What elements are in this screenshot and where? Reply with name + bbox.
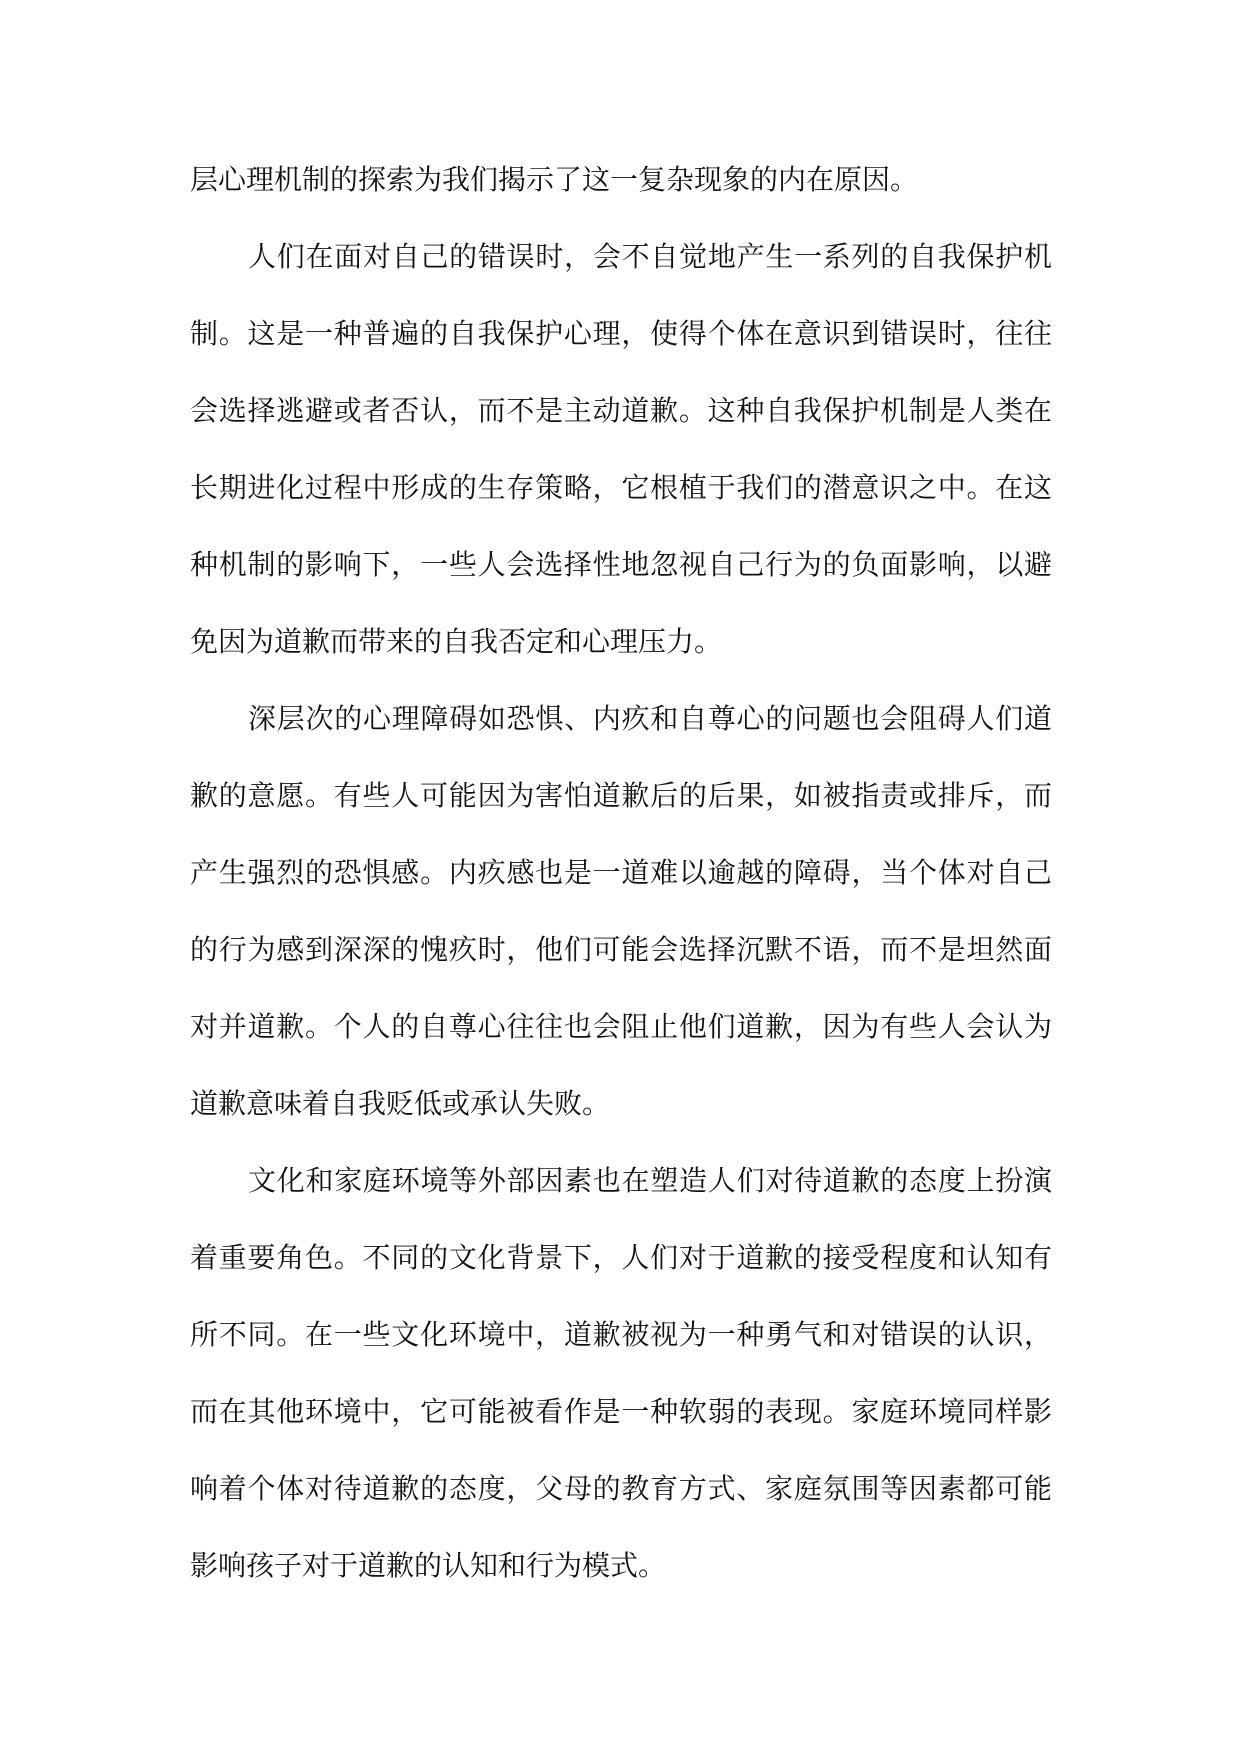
body-text — [190, 141, 1052, 1604]
paragraph-psychological-barriers: 深层次的心理障碍如恐惧、内疚和自尊心的问题也会阻碍人们道歉的意愿。有些人可能因为害怕道歉后的后果，如被指责或排斥，而产生强烈的恐惧感。内疚感也是一道难以逾越的障碍，当个体对自己的行为感到深深的愧疚时，他们可能会选择沉默不语，而不是坦然面对并道歉。个人的自尊心往往也会阻止他们道歉，因为有些人会认为道歉意味着自我贬低或承认失败。 — [190, 702, 1052, 1120]
paragraph-continued: 层心理机制的探索为我们揭示了这一复杂现象的内在原因。 — [190, 163, 919, 196]
paragraph-self-protection: 人们在面对自己的错误时，会不自觉地产生一系列的自我保护机制。这是一种普遍的自我保护心理，使得个体在意识到错误时，往往会选择逃避或者否认，而不是主动道歉。这种自我保护机制是人类在长期进化过程中形成的生存策略，它根植于我们的潜意识之中。在这种机制的影响下，一些人会选择性地忽视自己行为的负面影响，以避免因为道歉而带来的自我否定和心理压力。 — [190, 240, 1052, 658]
paragraph-culture-family: 文化和家庭环境等外部因素也在塑造人们对待道歉的态度上扮演着重要角色。不同的文化背景下，人们对于道歉的接受程度和认知有所不同。在一些文化环境中，道歉被视为一种勇气和对错误的认识，而在其他环境中，它可能被看作是一种软弱的表现。家庭环境同样影响着个体对待道歉的态度，父母的教育方式、家庭氛围等因素都可能影响孩子对于道歉的认知和行为模式。 — [190, 1164, 1052, 1582]
